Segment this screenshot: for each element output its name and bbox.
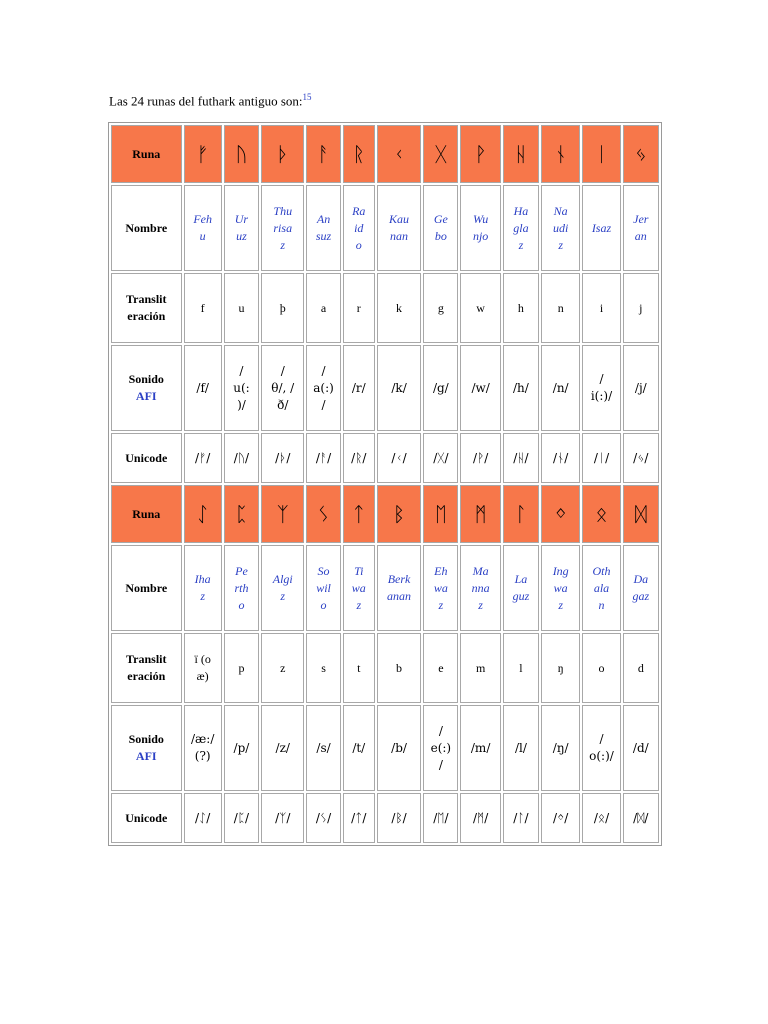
rune-glyph-cell [623, 485, 659, 543]
intro-sentence: Las 24 runas del futhark antiguo son: [109, 93, 303, 109]
rune-glyph: ᚱ [352, 141, 365, 166]
transliteration: h [517, 300, 524, 315]
row-unicode-1 [111, 433, 659, 483]
unicode-char-cell [460, 433, 500, 483]
ipa-sound-cell [423, 705, 458, 791]
label-sonido-text: Sonido [128, 372, 164, 386]
ipa-sound-cell [623, 705, 659, 791]
unicode-char-cell [306, 433, 340, 483]
unicode-char: /ᚷ/ [433, 450, 449, 465]
transliteration: u [238, 300, 245, 315]
rune-glyph: ᛗ [474, 501, 487, 526]
rune-glyph: ᚺ [514, 141, 527, 166]
transliteration-cell [377, 633, 421, 703]
rune-name-link[interactable]: Oth ala n [592, 563, 611, 612]
rune-name-link-cell[interactable] [343, 185, 375, 271]
transliteration-cell [460, 273, 500, 343]
rune-glyph: ᛚ [514, 501, 527, 526]
unicode-char-cell [503, 433, 539, 483]
rune-name-link[interactable]: Algi z [272, 572, 293, 603]
unicode-char-cell [377, 433, 421, 483]
row-sonido-2 [111, 705, 659, 791]
rune-glyph-cell [460, 125, 500, 183]
ipa-sound-cell [184, 345, 222, 431]
rune-glyph-cell [423, 125, 458, 183]
unicode-char: /ᛈ/ [233, 810, 250, 825]
transliteration: k [396, 300, 403, 315]
transliteration-cell [343, 633, 375, 703]
ipa-sound-cell [306, 345, 340, 431]
ipa-sound-cell [377, 705, 421, 791]
ipa-sound: /d/ [632, 740, 649, 755]
rune-glyph-cell [261, 485, 304, 543]
rune-name-link[interactable]: Iha z [194, 572, 211, 603]
rune-name-link-cell[interactable] [423, 185, 458, 271]
rune-glyph-cell [503, 485, 539, 543]
ipa-sound-cell [541, 345, 580, 431]
unicode-char: /ᚢ/ [233, 450, 250, 465]
ipa-sound-cell [343, 345, 375, 431]
ipa-sound: /j/ [634, 380, 647, 395]
ipa-sound: /l/ [514, 740, 527, 755]
label-translit [111, 273, 182, 343]
rune-name-link[interactable]: Feh u [193, 212, 212, 243]
unicode-char: /ᛊ/ [315, 810, 332, 825]
rune-glyph-cell [377, 125, 421, 183]
unicode-char-cell [582, 793, 620, 843]
unicode-char: /ᚱ/ [351, 450, 367, 465]
transliteration-cell [503, 273, 539, 343]
unicode-char-cell [261, 433, 304, 483]
rune-glyph-cell [306, 485, 340, 543]
ipa-sound: /b/ [391, 740, 407, 755]
rune-name-link[interactable]: Ge bo [433, 212, 448, 243]
rune-glyph-cell [343, 485, 375, 543]
rune-name-link[interactable]: Thu risa z [273, 203, 293, 252]
rune-name-link-cell[interactable] [306, 545, 340, 631]
rune-name-link-cell[interactable] [460, 545, 500, 631]
unicode-char-cell [460, 793, 500, 843]
unicode-char-cell [224, 793, 259, 843]
ipa-sound: /m/ [470, 740, 491, 755]
rune-name-link-cell[interactable] [306, 185, 340, 271]
rune-glyph: ᚨ [317, 141, 330, 166]
ipa-sound-cell [541, 705, 580, 791]
rune-name-link-cell[interactable] [377, 545, 421, 631]
row-runa-1 [111, 125, 659, 183]
unicode-char-cell [423, 793, 458, 843]
transliteration-cell [541, 273, 580, 343]
transliteration: g [437, 300, 444, 315]
rune-name-link[interactable]: Isaz [591, 220, 612, 235]
rune-glyph-cell [423, 485, 458, 543]
unicode-char: /ᚦ/ [275, 450, 291, 465]
ipa-sound: /t/ [352, 740, 366, 755]
label-nombre-text: Nombre [125, 220, 168, 235]
unicode-char-cell [184, 793, 222, 843]
rune-name-link-cell[interactable] [224, 545, 259, 631]
unicode-char: /ᚺ/ [513, 450, 529, 465]
transliteration-cell [582, 273, 620, 343]
rune-glyph: ᛇ [196, 501, 209, 526]
rune-glyph-cell [184, 485, 222, 543]
rune-name-link[interactable]: Ti wa z [351, 563, 366, 612]
label-runa-text: Runa [132, 506, 161, 521]
rune-name-link[interactable]: Ing wa z [552, 563, 569, 612]
rune-glyph-cell [582, 125, 620, 183]
unicode-char-cell [623, 793, 659, 843]
unicode-char: /ᚠ/ [195, 450, 211, 465]
rune-glyph-cell [503, 125, 539, 183]
rune-name-link[interactable]: Da gaz [632, 572, 650, 603]
transliteration-cell [261, 273, 304, 343]
transliteration: m [475, 660, 486, 675]
intro-text [109, 92, 312, 109]
unicode-char-cell [343, 793, 375, 843]
rune-glyph: ᚾ [554, 141, 567, 166]
rune-glyph: ᛃ [634, 141, 647, 166]
ipa-sound: /p/ [233, 740, 250, 755]
row-runa-2 [111, 485, 659, 543]
rune-name-link[interactable]: Ha gla z [513, 203, 529, 252]
label-runa [111, 125, 182, 183]
rune-glyph: ᚢ [235, 141, 248, 166]
label-unicode-text: Unicode [125, 450, 168, 465]
rune-name-link-cell[interactable] [377, 185, 421, 271]
rune-name-link-cell[interactable] [582, 185, 620, 271]
rune-glyph-cell [460, 485, 500, 543]
rune-glyph: ᛁ [595, 141, 608, 166]
transliteration: b [396, 660, 403, 675]
transliteration-cell [423, 273, 458, 343]
rune-name-link-cell[interactable] [623, 545, 659, 631]
rune-name-link-cell[interactable] [541, 185, 580, 271]
transliteration-cell [582, 633, 620, 703]
transliteration: t [357, 660, 361, 675]
rune-name-link-cell[interactable] [541, 545, 580, 631]
label-nombre-text: Nombre [125, 580, 168, 595]
row-translit-2 [111, 633, 659, 703]
unicode-char: /ᛃ/ [633, 450, 649, 465]
row-unicode-2 [111, 793, 659, 843]
rune-glyph: ᚹ [474, 141, 487, 166]
transliteration: d [637, 660, 644, 675]
ipa-sound-cell [377, 345, 421, 431]
label-translit-text: Translit eración [126, 292, 167, 323]
transliteration-cell [343, 273, 375, 343]
transliteration: j [639, 300, 643, 315]
rune-name-link-cell[interactable] [503, 185, 539, 271]
transliteration: s [321, 660, 326, 675]
rune-name-link[interactable]: An suz [315, 212, 332, 243]
row-nombre-1 [111, 185, 659, 271]
rune-name-link[interactable]: Jer an [633, 212, 649, 243]
rune-name-link[interactable]: Ma nna z [471, 563, 490, 612]
rune-name-link[interactable]: Na udi z [553, 203, 569, 252]
rune-glyph-cell [623, 125, 659, 183]
transliteration-cell [541, 633, 580, 703]
unicode-char-cell [306, 793, 340, 843]
rune-name-link[interactable]: La guz [512, 572, 530, 603]
unicode-char-cell [343, 433, 375, 483]
ipa-sound: / i(:)/ [590, 372, 613, 403]
transliteration-cell [377, 273, 421, 343]
transliteration-cell [184, 273, 222, 343]
rune-glyph: ᛒ [393, 501, 406, 526]
transliteration-cell [306, 633, 340, 703]
unicode-char: /ᛉ/ [275, 810, 291, 825]
rune-glyph: ᚠ [196, 141, 209, 166]
transliteration-cell [423, 633, 458, 703]
rune-glyph-cell [377, 485, 421, 543]
transliteration-cell [460, 633, 500, 703]
unicode-char-cell [377, 793, 421, 843]
label-translit-text: Translit eración [126, 652, 167, 683]
transliteration: r [356, 300, 361, 315]
label-nombre [111, 545, 182, 631]
rune-name-link[interactable]: Wu njo [472, 212, 489, 243]
label-translit [111, 633, 182, 703]
ipa-sound-cell [423, 345, 458, 431]
rune-glyph-cell [261, 125, 304, 183]
rune-name-link[interactable]: Kau nan [389, 212, 410, 243]
afi-link[interactable]: AFI [135, 749, 157, 763]
rune-glyph: ᚷ [434, 141, 447, 166]
rune-glyph-cell [343, 125, 375, 183]
futhark-table [108, 122, 662, 846]
transliteration-cell [184, 633, 222, 703]
label-runa [111, 485, 182, 543]
rune-glyph-cell [224, 485, 259, 543]
unicode-char: /ᛞ/ [633, 810, 649, 825]
unicode-char-cell [541, 793, 580, 843]
rune-name-link[interactable]: Berk anan [387, 572, 412, 603]
reference-link[interactable]: 15 [302, 92, 312, 102]
rune-glyph-cell [541, 485, 580, 543]
rune-glyph: ᛉ [276, 501, 289, 526]
rune-name-link-cell[interactable] [423, 545, 458, 631]
rune-glyph: ᛖ [434, 501, 447, 526]
unicode-char: /ᛚ/ [513, 810, 529, 825]
rune-glyph: ᛈ [235, 501, 248, 526]
rune-glyph-cell [224, 125, 259, 183]
rune-name-link-cell[interactable] [261, 185, 304, 271]
transliteration-cell [306, 273, 340, 343]
transliteration: ï (o æ) [194, 652, 211, 683]
rune-name-link-cell[interactable] [503, 545, 539, 631]
rune-glyph: ᛏ [352, 501, 365, 526]
label-unicode [111, 793, 182, 843]
rune-glyph: ᚦ [276, 141, 289, 166]
rune-glyph-cell [184, 125, 222, 183]
transliteration: l [519, 660, 523, 675]
unicode-char: /ᛁ/ [593, 450, 610, 465]
ipa-sound: /z/ [275, 740, 290, 755]
row-translit-1 [111, 273, 659, 343]
ipa-sound-cell [503, 705, 539, 791]
ipa-sound: /h/ [513, 380, 529, 395]
ipa-sound: / o(:)/ [589, 732, 614, 763]
ipa-sound-cell [460, 345, 500, 431]
unicode-char-cell [184, 433, 222, 483]
unicode-char-cell [224, 433, 259, 483]
ipa-sound: / e(:) / [430, 723, 452, 772]
unicode-char-cell [582, 433, 620, 483]
ipa-sound-cell [261, 705, 304, 791]
label-unicode [111, 433, 182, 483]
rune-glyph: ᛜ [554, 501, 567, 526]
label-sonido [111, 345, 182, 431]
label-nombre [111, 185, 182, 271]
ipa-sound: /w/ [471, 380, 490, 395]
rune-glyph-cell [306, 125, 340, 183]
rune-name-link-cell[interactable] [623, 185, 659, 271]
rune-glyph: ᛞ [634, 501, 647, 526]
ipa-sound-cell [623, 345, 659, 431]
transliteration: p [238, 660, 245, 675]
ipa-sound: / θ/, / ð/ [271, 363, 295, 412]
ipa-sound: /s/ [316, 740, 331, 755]
transliteration: w [476, 300, 485, 315]
rune-glyph-cell [582, 485, 620, 543]
rune-glyph: ᛊ [317, 501, 330, 526]
unicode-char: /ᛟ/ [593, 810, 610, 825]
rune-name-link-cell[interactable] [184, 185, 222, 271]
rune-name-link-cell[interactable] [460, 185, 500, 271]
unicode-char: /ᛏ/ [351, 810, 367, 825]
rune-name-link-cell[interactable] [224, 185, 259, 271]
ipa-sound: / a(:) / [313, 363, 334, 412]
unicode-char: /ᛗ/ [472, 810, 489, 825]
ipa-sound-cell [306, 705, 340, 791]
ipa-sound: /f/ [196, 380, 209, 395]
ipa-sound-cell [224, 345, 259, 431]
unicode-char-cell [623, 433, 659, 483]
transliteration: e [438, 660, 444, 675]
row-nombre-2 [111, 545, 659, 631]
rune-name-link[interactable]: Eh wa z [433, 563, 448, 612]
rune-name-link-cell[interactable] [582, 545, 620, 631]
afi-link[interactable]: AFI [135, 389, 157, 403]
unicode-char-cell [261, 793, 304, 843]
rune-glyph: ᚲ [393, 141, 406, 166]
unicode-char: /ᚨ/ [315, 450, 332, 465]
transliteration: z [280, 660, 286, 675]
transliteration: þ [279, 300, 286, 315]
transliteration: o [598, 660, 605, 675]
rune-name-link-cell[interactable] [261, 545, 304, 631]
ipa-sound: /n/ [552, 380, 569, 395]
unicode-char: /ᛇ/ [195, 810, 211, 825]
transliteration-cell [224, 273, 259, 343]
unicode-char: /ᚾ/ [553, 450, 569, 465]
transliteration-cell [503, 633, 539, 703]
transliteration: n [557, 300, 564, 315]
ipa-sound: /r/ [351, 380, 366, 395]
rune-name-link[interactable]: Ur uz [234, 212, 249, 243]
transliteration: ŋ [557, 660, 564, 675]
ipa-sound-cell [224, 705, 259, 791]
unicode-char: /ᚲ/ [391, 450, 407, 465]
ipa-sound-cell [503, 345, 539, 431]
rune-glyph-cell [541, 125, 580, 183]
rune-glyph: ᛟ [595, 501, 608, 526]
transliteration: a [320, 300, 327, 315]
unicode-char: /ᛖ/ [433, 810, 449, 825]
rune-name-link[interactable]: So wil o [316, 563, 331, 612]
row-sonido-1 [111, 345, 659, 431]
ipa-sound-cell [582, 345, 620, 431]
rune-name-link-cell[interactable] [343, 545, 375, 631]
rune-name-link[interactable]: Ra id o [352, 203, 366, 252]
label-sonido-text: Sonido [128, 732, 164, 746]
ipa-sound-cell [460, 705, 500, 791]
unicode-char-cell [541, 433, 580, 483]
label-unicode-text: Unicode [125, 810, 168, 825]
ipa-sound-cell [582, 705, 620, 791]
transliteration-cell [623, 633, 659, 703]
rune-name-link-cell[interactable] [184, 545, 222, 631]
rune-name-link[interactable]: Pe rth o [234, 563, 249, 612]
unicode-char-cell [423, 433, 458, 483]
ipa-sound-cell [261, 345, 304, 431]
label-runa-text: Runa [132, 146, 161, 161]
unicode-char: /ᛜ/ [553, 810, 569, 825]
transliteration-cell [261, 633, 304, 703]
ipa-sound: /k/ [391, 380, 407, 395]
ipa-sound: / u(: )/ [233, 363, 250, 412]
ipa-sound: /g/ [432, 380, 449, 395]
ipa-sound-cell [184, 705, 222, 791]
transliteration-cell [623, 273, 659, 343]
label-sonido [111, 705, 182, 791]
unicode-char-cell [503, 793, 539, 843]
ipa-sound: /ŋ/ [552, 740, 569, 755]
transliteration: i [599, 300, 604, 315]
transliteration-cell [224, 633, 259, 703]
ipa-sound-cell [343, 705, 375, 791]
transliteration: f [200, 300, 205, 315]
ipa-sound: /æ:/ (?) [190, 732, 215, 763]
unicode-char: /ᚹ/ [472, 450, 489, 465]
unicode-char: /ᛒ/ [391, 810, 407, 825]
